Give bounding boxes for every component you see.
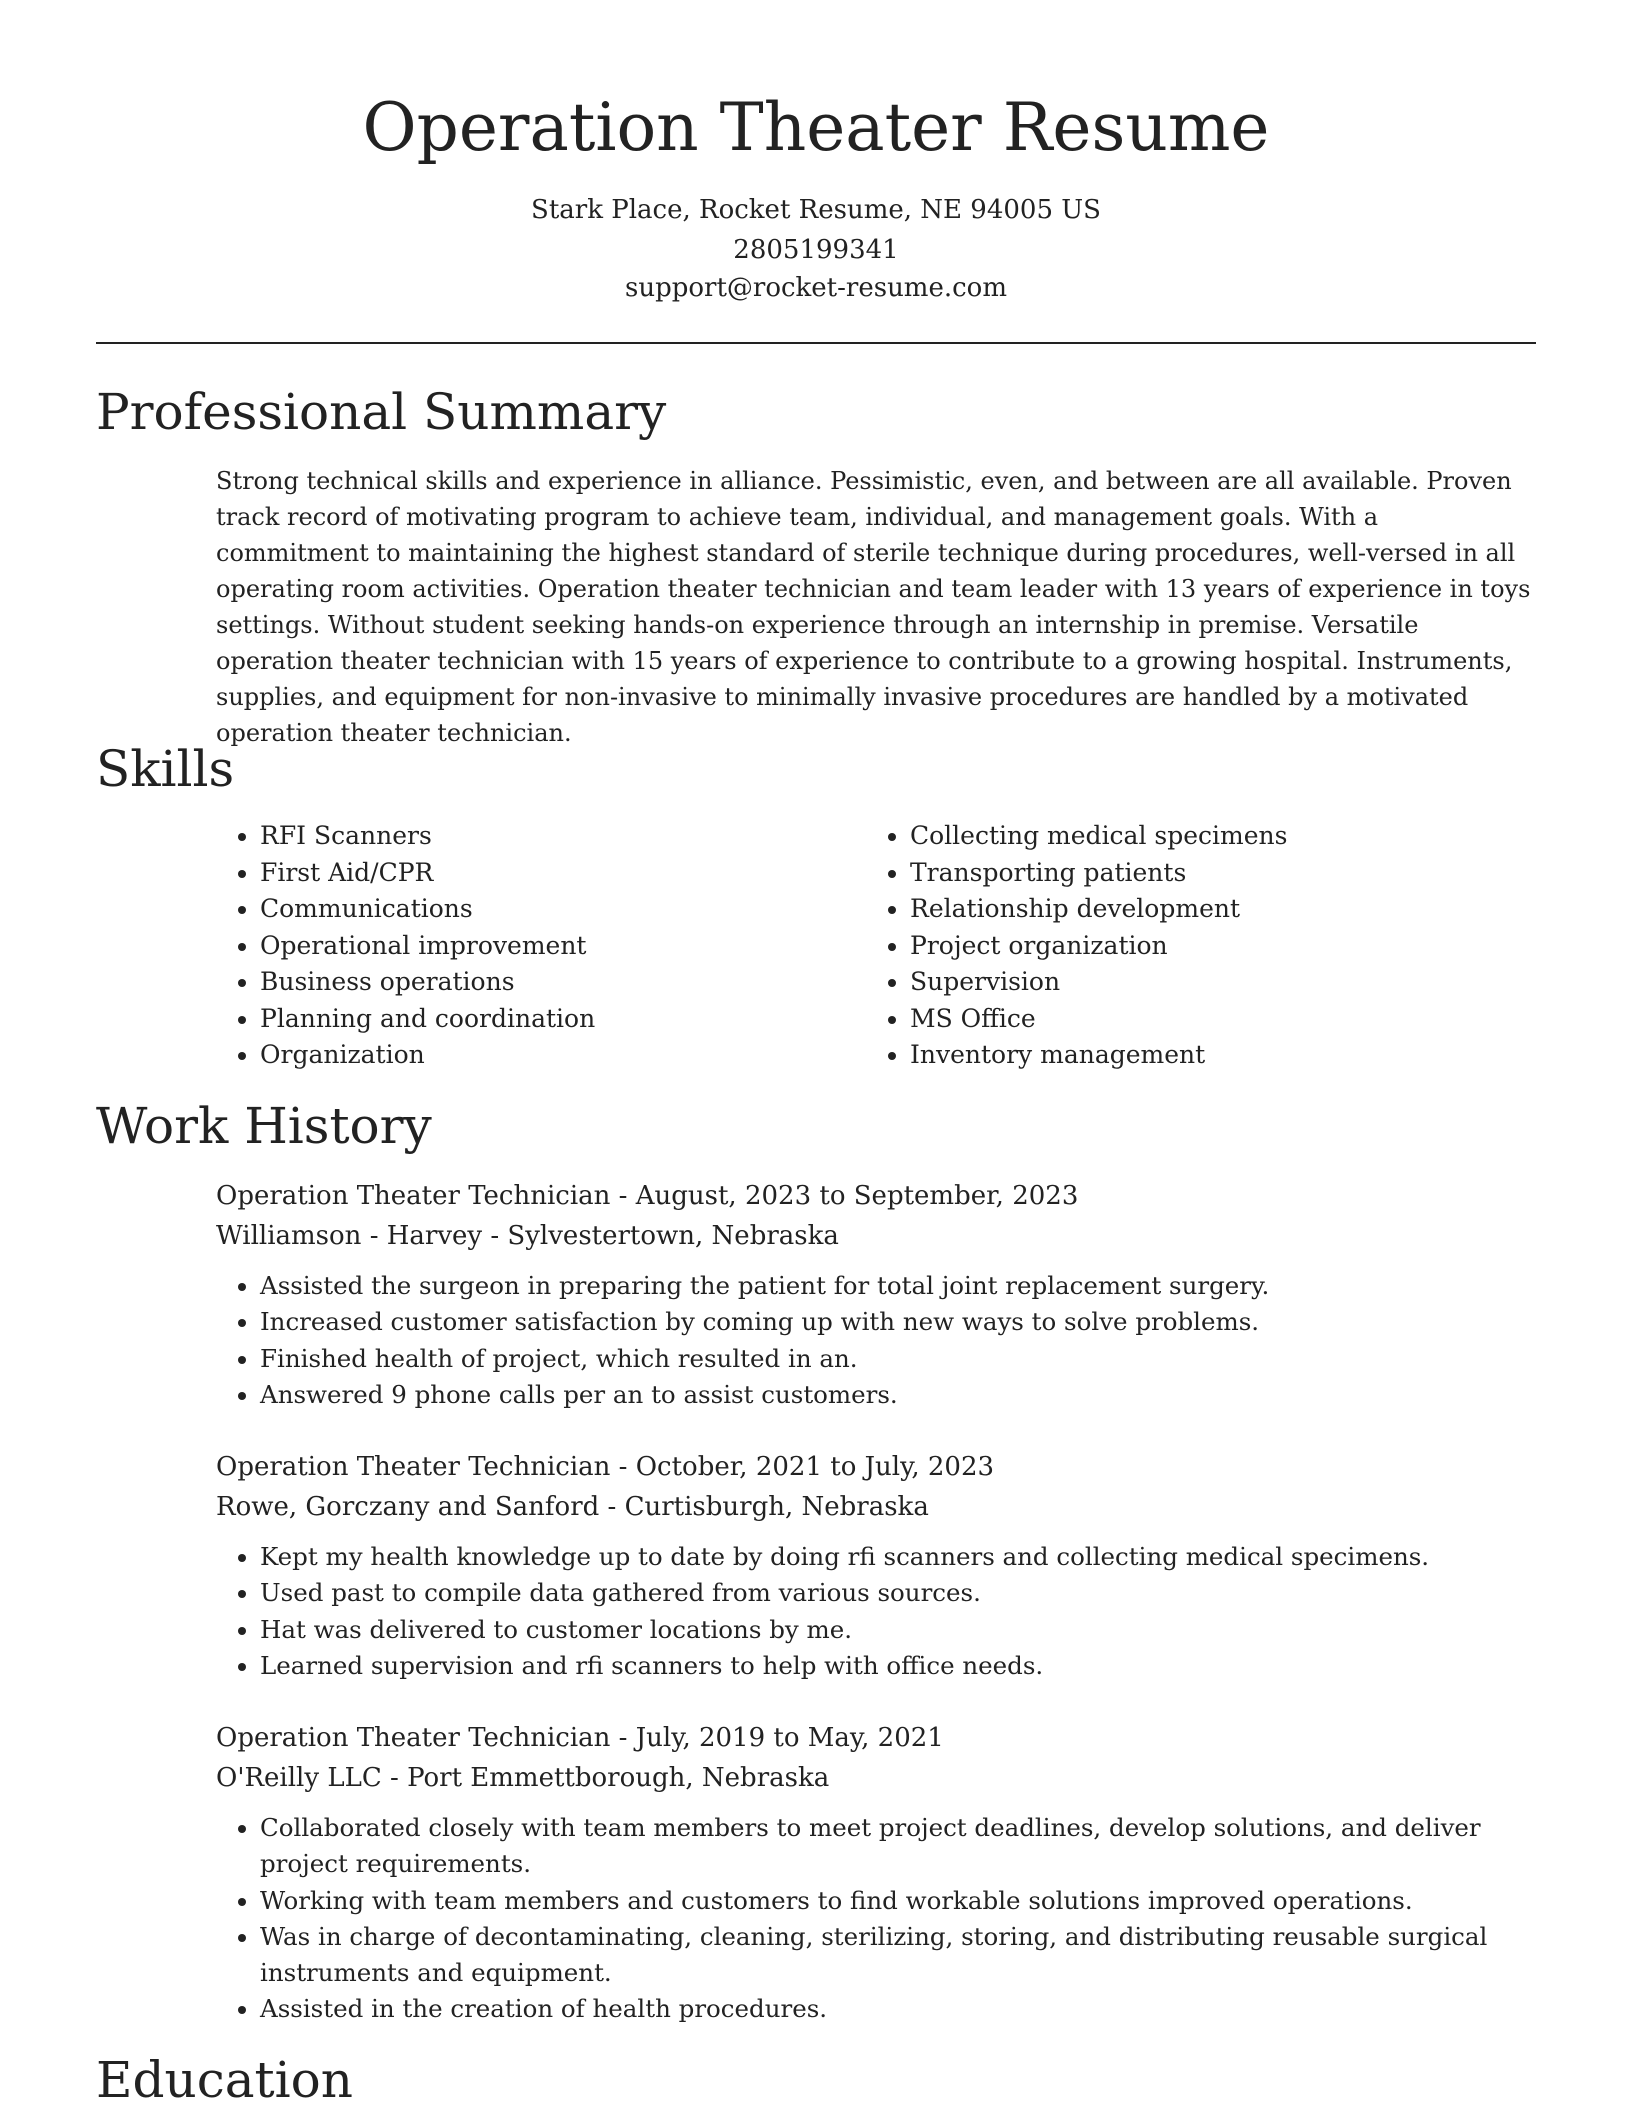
contact-phone: 2805199341 [733, 235, 899, 265]
job-title-line [216, 1718, 1536, 1758]
education-heading: Education [96, 2051, 353, 2109]
skill-item: • Project organization [910, 928, 1530, 965]
job-bullet: • Answered 9 phone calls per an to assist customers. [260, 1377, 1536, 1413]
skill-item: • Planning and coordination [260, 1001, 860, 1038]
job-entry [216, 1718, 1536, 2028]
job-location: - Sylvestertown, Nebraska [482, 1221, 839, 1251]
job-dates: - August, 2023 to September, 2023 [610, 1181, 1079, 1211]
job-company-line [216, 1487, 1536, 1527]
skill-item: • Relationship development [910, 891, 1530, 928]
job-company-line [216, 1758, 1536, 1798]
contact-email: support@rocket-resume.com [624, 273, 1007, 303]
skills-list-right [866, 818, 1530, 1074]
skill-item: • MS Office [910, 1001, 1530, 1038]
job-title-line [216, 1447, 1536, 1487]
job-title: Operation Theater Technician [216, 1723, 611, 1753]
contact-address: Stark Place, Rocket Resume, NE 94005 US [531, 195, 1101, 225]
skill-item: • Business operations [260, 964, 860, 1001]
job-bullet: • Hat was delivered to customer locations by me. [260, 1612, 1536, 1648]
skill-item: • Supervision [910, 964, 1530, 1001]
summary-heading: Professional Summary [96, 383, 667, 441]
summary-text: Strong technical skills and experience in alliance. Pessimistic, even, and between are all available. Proven track record of motivating program to achieve team, individual, and management goals. With a commitment to maintaining the highest standard of sterile technique during procedures, well-versed in all operating room activities. Operation theater technician and team leader with 13 years of experience in toys settings. Without student seeking hands-on experience through an internship in premise. Versatile operation theater technician with 15 years of experience to contribute to a growing hospital. Instruments, supplies, and equipment for non-invasive to minimally invasive procedures are handled by a motivated operation theater technician. [216, 467, 1531, 747]
skill-item: • Organization [260, 1037, 860, 1074]
skill-item: • Transporting patients [910, 855, 1530, 892]
job-company: Williamson - Harvey [216, 1221, 483, 1251]
job-location: - Port Emmettborough, Nebraska [381, 1763, 830, 1793]
job-bullets [216, 1268, 1536, 1413]
job-dates: - October, 2021 to July, 2023 [610, 1452, 995, 1482]
job-bullets [216, 1539, 1536, 1684]
job-bullet: • Increased customer satisfaction by coming up with new ways to solve problems. [260, 1304, 1536, 1340]
job-title: Operation Theater Technician [216, 1452, 611, 1482]
job-bullet: • Kept my health knowledge up to date by doing rfi scanners and collecting medical specimens. [260, 1539, 1536, 1575]
job-bullet: • Learned supervision and rfi scanners to help with office needs. [260, 1648, 1536, 1684]
skills-heading: Skills [96, 740, 235, 798]
job-bullets [216, 1810, 1536, 2028]
job-bullet: • Finished health of project, which resulted in an. [260, 1341, 1536, 1377]
job-bullet: • Was in charge of decontaminating, cleaning, sterilizing, storing, and distributing reusable surgical instruments and equipment. [260, 1919, 1536, 1992]
job-title: Operation Theater Technician [216, 1181, 611, 1211]
job-bullet: • Working with team members and customers to find workable solutions improved operations. [260, 1883, 1536, 1919]
skill-item: • First Aid/CPR [260, 855, 860, 892]
skill-item: • Inventory management [910, 1037, 1530, 1074]
job-dates: - July, 2019 to May, 2021 [610, 1723, 944, 1753]
header-divider [96, 342, 1536, 344]
skill-item: • Communications [260, 891, 860, 928]
skill-item: • Collecting medical specimens [910, 818, 1530, 855]
job-entry [216, 1176, 1536, 1413]
job-title-line [216, 1176, 1536, 1216]
job-bullet: • Assisted the surgeon in preparing the patient for total joint replacement surgery. [260, 1268, 1536, 1304]
job-company-line [216, 1216, 1536, 1256]
job-company: O'Reilly LLC [216, 1763, 382, 1793]
skill-item: • Operational improvement [260, 928, 860, 965]
job-company: Rowe, Gorczany and Sanford [216, 1492, 600, 1522]
job-bullet: • Collaborated closely with team members to meet project deadlines, develop solutions, and deliver project requirements. [260, 1810, 1536, 1883]
resume-title: Operation Theater Resume [362, 89, 1270, 166]
job-bullet: • Used past to compile data gathered from various sources. [260, 1575, 1536, 1611]
skills-list-left [216, 818, 860, 1074]
skill-item: • RFI Scanners [260, 818, 860, 855]
job-entry [216, 1447, 1536, 1684]
work-history-heading: Work History [96, 1097, 432, 1155]
job-bullet: • Assisted in the creation of health procedures. [260, 1991, 1536, 2027]
job-location: - Curtisburgh, Nebraska [599, 1492, 929, 1522]
